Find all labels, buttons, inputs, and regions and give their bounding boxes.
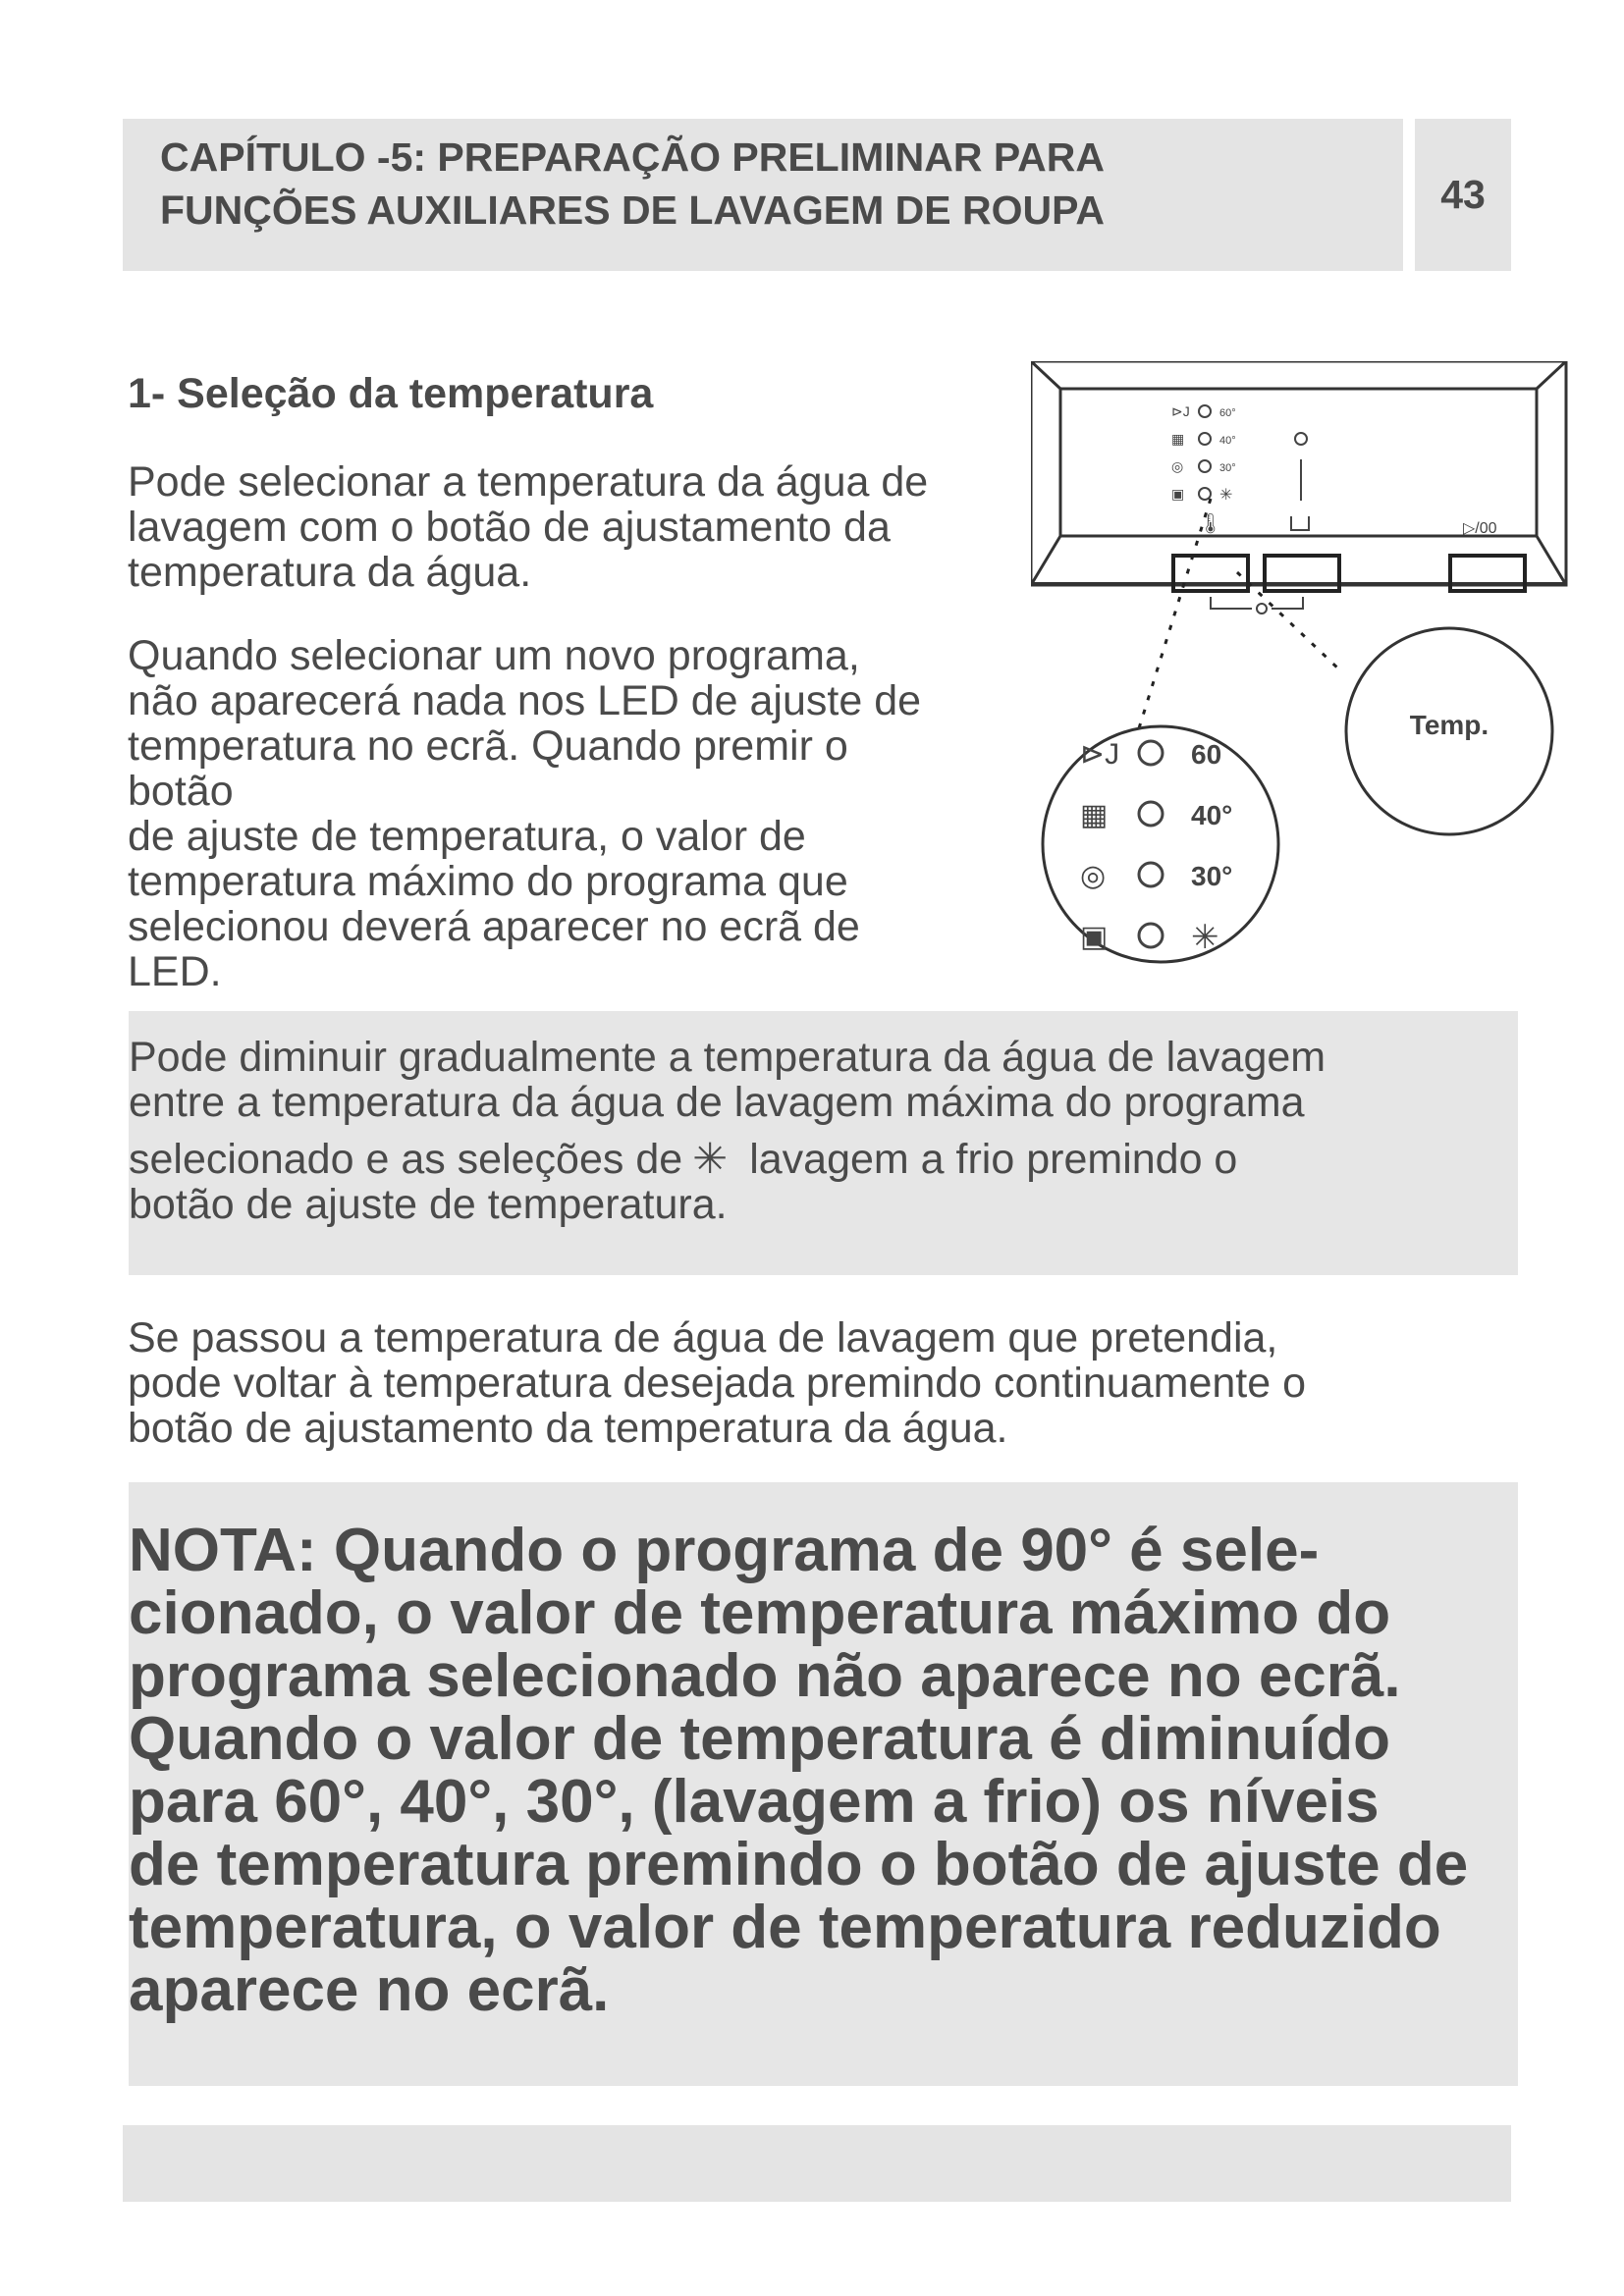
footer-bar [123,2125,1511,2202]
big-label-cold: ✳ [1191,919,1219,956]
small-led-column [1171,403,1236,504]
delay-icon [1291,516,1309,530]
note-text: NOTA: Quando o programa de 90° é sele- cionado, o valor de temperatura máximo do programa selecionado não aparece no ecrã. Quando o valor de temperatura é diminuído para 60°, 40°, 30°, (lavagem a frio) os níveis de temperatura premindo o botão de ajuste de temperatura, o valor de temperatura reduzido aparece no ecrã. [129,1517,1469,2024]
small-program-icon-4: ▣ [1171,486,1185,502]
chapter-title-line2: FUNÇÕES AUXILIARES DE LAVAGEM DE ROUPA [160,187,1106,233]
small-program-icon-3: ◎ [1171,458,1184,474]
program-icon-4: ▣ [1080,921,1109,953]
paragraph-intro: Pode selecionar a temperatura da água de lavagem com o botão de ajustamento da temperatura da água. [128,458,929,596]
control-panel-diagram [1031,361,1571,970]
program-icon-2: ▦ [1080,799,1109,831]
big-label-60: 60 [1191,739,1222,770]
highlight-text: Pode diminuir gradualmente a temperatura da água de lavagem entre a temperatura da água de lavagem máxima do programa selecionado e as seleções de ✳ lavagem a frio premindo o botão de ajuste de temperatura. [129,1034,1326,1228]
small-program-icon-1: ⊳J [1171,403,1190,419]
paragraph-new-program: Quando selecionar um novo programa, não aparecerá nada nos LED de ajuste de temperatura no ecrã. Quando premir o botão de ajuste de temperatura, o valor de temperatura máximo do programa que selecionou deverá aparecer no ecrã de LED. [128,632,922,995]
small-label-40: 40° [1219,435,1236,447]
highlight-box-decrease-temperature [129,1011,1518,1275]
bracket-dot [1257,604,1267,614]
section-title: 1- Seleção da temperatura [128,370,654,417]
chapter-title-line1: CAPÍTULO -5: PREPARAÇÃO PRELIMINAR PARA [160,134,1105,180]
zoom-circle [1043,726,1278,962]
temp-label: Temp. [1409,710,1489,740]
small-label-60: 60° [1219,407,1236,419]
chapter-title [160,131,1105,237]
thermometer-icon: 🌡 [1198,513,1223,535]
program-icon-1: ⊳J [1080,738,1120,771]
page-number-box [1415,119,1511,271]
page-number: 43 [1440,172,1486,217]
small-label-30: 30° [1219,462,1236,474]
small-program-icon-2: ▦ [1171,431,1185,447]
note-box [129,1482,1518,2086]
snowflake-icon: ✳ [692,1136,729,1183]
dotted-line-temp [1237,572,1340,670]
program-icon-3: ◎ [1080,860,1107,892]
single-led [1295,433,1307,445]
paragraph-go-back: Se passou a temperatura de água de lavagem que pretendia, pode voltar à temperatura desejada premindo continuamente o botão de ajustamento da temperatura da água. [128,1314,1306,1452]
small-label-cold: ✳ [1219,487,1233,504]
big-label-30: 30° [1191,861,1233,891]
big-label-40: 40° [1191,800,1233,830]
play-pause-icon: ▷/00 [1463,520,1497,537]
panel-frame [1031,361,1566,585]
